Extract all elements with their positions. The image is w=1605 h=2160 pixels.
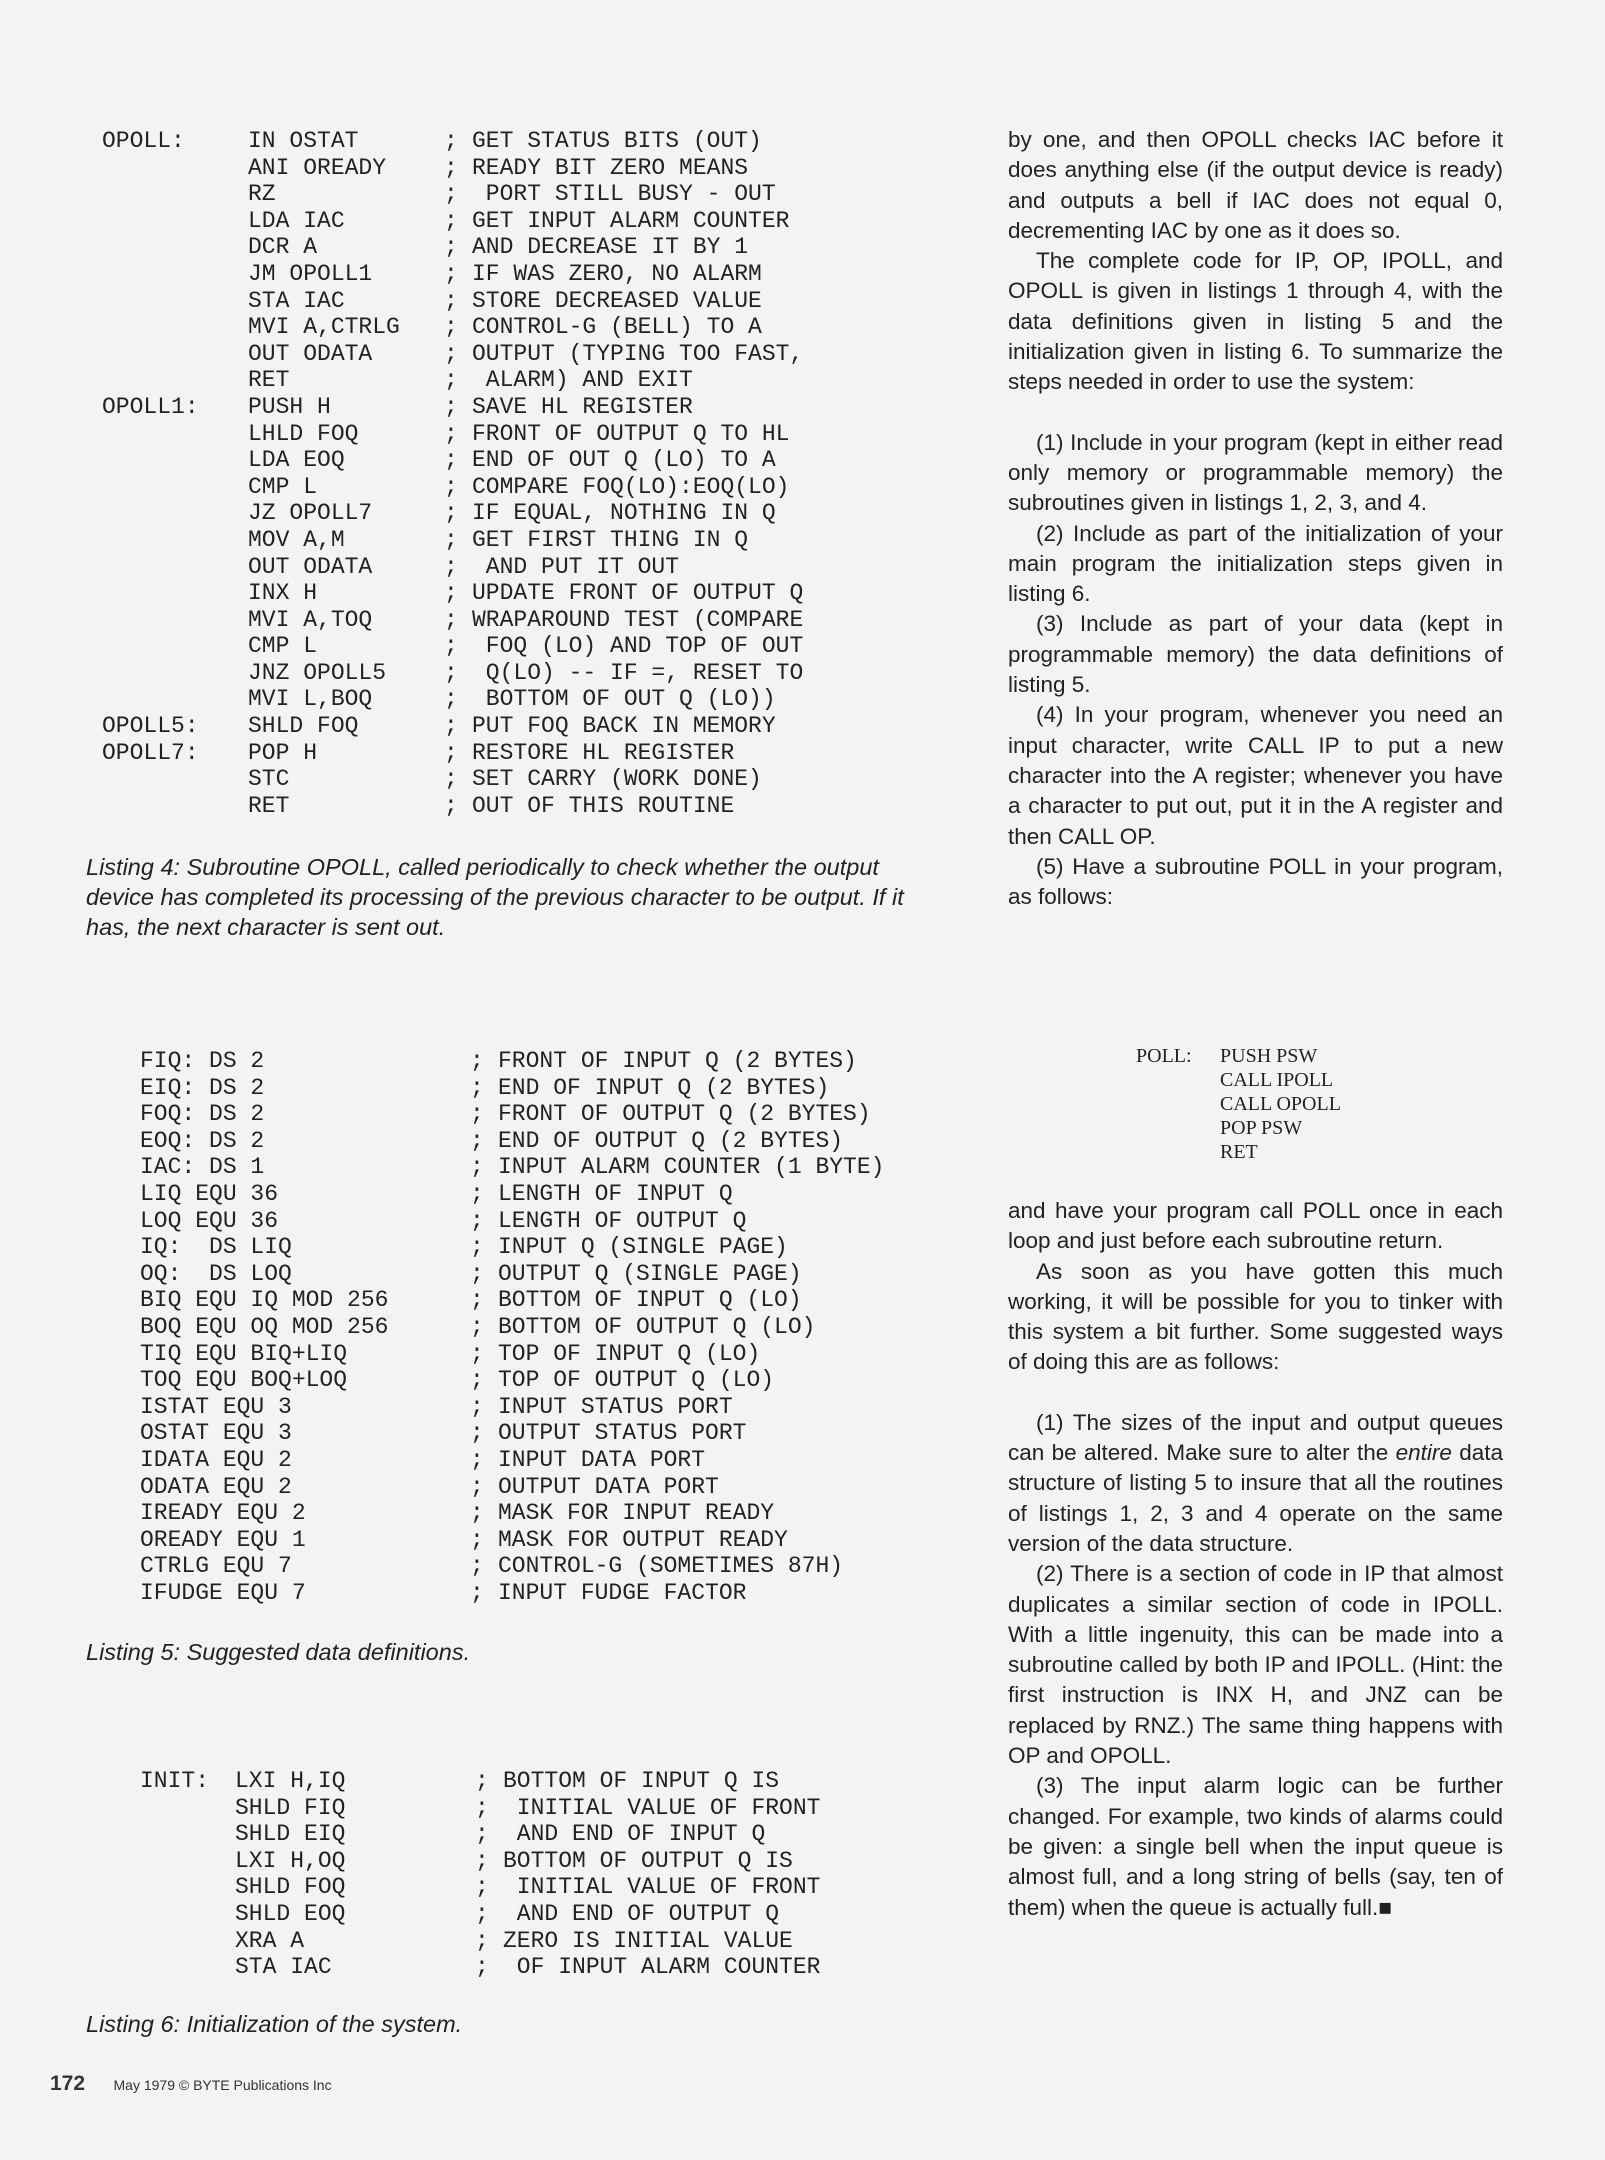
code-comment: WRAPAROUND TEST (COMPARE xyxy=(472,606,804,633)
code-instruction: SHLD EOQ xyxy=(235,1900,346,1927)
comment-separator: ; xyxy=(470,1420,484,1447)
comment-separator: ; xyxy=(470,1500,484,1527)
code-line xyxy=(140,1447,884,1474)
code-instruction: PUSH PSW xyxy=(1220,1045,1318,1067)
comment-separator: ; xyxy=(444,739,458,766)
code-line xyxy=(140,1874,820,1901)
code-instruction: JNZ OPOLL5 xyxy=(248,659,387,686)
comment-separator: ; xyxy=(470,1180,484,1207)
code-comment: INPUT STATUS PORT xyxy=(498,1393,733,1420)
code-line xyxy=(102,288,803,315)
comment-separator: ; xyxy=(444,500,458,527)
code-comment: GET FIRST THING IN Q xyxy=(472,526,749,553)
code-instruction: CALL OPOLL xyxy=(1220,1093,1341,1115)
code-line xyxy=(140,1928,820,1955)
code-line xyxy=(140,1314,884,1341)
code-line xyxy=(102,474,803,501)
comment-separator: ; xyxy=(470,1154,484,1181)
comment-separator: ; xyxy=(475,1821,489,1848)
code-comment: FOQ (LO) AND TOP OF OUT xyxy=(472,633,804,660)
tip-1: (1) The sizes of the input and output queues can be altered. Make sure to alter the entire data structure of listing 5 to insure that all the routines of listings 1, 2, 3 and 4 operate on the same version of the data structure. xyxy=(1008,1409,1503,1556)
code-instruction: TIQ EQU BIQ+LIQ xyxy=(140,1340,348,1367)
code-comment: TOP OF INPUT Q (LO) xyxy=(498,1340,761,1367)
comment-separator: ; xyxy=(470,1234,484,1261)
code-instruction: BIQ EQU IQ MOD 256 xyxy=(140,1287,389,1314)
code-instruction: ISTAT EQU 3 xyxy=(140,1393,292,1420)
code-line xyxy=(1136,1092,1341,1116)
step-2: (2) Include as part of the initialization of your main program the initialization steps given in listing 6. xyxy=(1008,520,1503,607)
code-comment: INPUT DATA PORT xyxy=(498,1446,706,1473)
paragraph: The complete code for IP, OP, IPOLL, and OPOLL is given in listings 1 through 4, with the data definitions given in listing 5 and the initialization given in listing 6. To summarize the steps needed in order to use the system: xyxy=(1008,248,1503,395)
code-line xyxy=(1136,1068,1341,1092)
comment-separator: ; xyxy=(470,1048,484,1074)
code-comment: AND PUT IT OUT xyxy=(472,553,680,580)
code-comment: OUTPUT (TYPING TOO FAST, xyxy=(472,340,804,367)
code-instruction: PUSH H xyxy=(248,393,331,420)
tip-2: (2) There is a section of code in IP that almost duplicates a similar section of code in IPOLL. With a little ingenuity, this can be made into a subroutine called by both IP and IPOLL. (Hint: the first instruction is INX H, and JNZ can be replaced by RNZ.) The same thing happens with OP and OPOLL. xyxy=(1008,1561,1503,1769)
code-line xyxy=(102,686,803,713)
code-instruction: RET xyxy=(248,367,290,394)
publication-line: May 1979 © BYTE Publications Inc xyxy=(113,2077,332,2093)
code-instruction: SHLD EIQ xyxy=(235,1821,346,1848)
code-line xyxy=(140,1553,884,1580)
code-instruction: IFUDGE EQU 7 xyxy=(140,1579,306,1606)
end-of-article-mark: ■ xyxy=(1378,1894,1392,1920)
listing-4-code xyxy=(102,128,803,819)
code-instruction: CTRLG EQU 7 xyxy=(140,1553,292,1580)
code-comment: BOTTOM OF INPUT Q IS xyxy=(503,1768,780,1794)
comment-separator: ; xyxy=(444,447,458,474)
code-comment: FRONT OF OUTPUT Q TO HL xyxy=(472,420,790,447)
code-line xyxy=(102,128,803,155)
code-instruction: INX H xyxy=(248,580,318,607)
comment-separator: ; xyxy=(444,420,458,447)
comment-separator: ; xyxy=(475,1794,489,1821)
code-comment: OUTPUT DATA PORT xyxy=(498,1473,719,1500)
code-instruction: IREADY EQU 2 xyxy=(140,1500,306,1527)
code-line xyxy=(102,580,803,607)
code-line xyxy=(140,1075,884,1102)
code-line xyxy=(1136,1044,1341,1068)
comment-separator: ; xyxy=(470,1101,484,1128)
code-line xyxy=(102,155,803,182)
comment-separator: ; xyxy=(470,1260,484,1287)
comment-separator: ; xyxy=(444,340,458,367)
code-line xyxy=(102,633,803,660)
code-line xyxy=(102,713,803,740)
comment-separator: ; xyxy=(444,154,458,181)
code-instruction: OUT ODATA xyxy=(248,340,373,367)
comment-separator: ; xyxy=(444,207,458,234)
code-instruction: LHLD FOQ xyxy=(248,420,359,447)
paragraph: As soon as you have gotten this much working, it will be possible for you to tinker with this system a bit further. Some suggested ways of doing this are as follows: xyxy=(1008,1258,1503,1375)
code-comment: OUT OF THIS ROUTINE xyxy=(472,792,735,819)
paragraph: and have your program call POLL once in each loop and just before each subroutine return. xyxy=(1008,1198,1503,1254)
code-line xyxy=(102,314,803,341)
code-line xyxy=(140,1580,884,1607)
code-instruction: BOQ EQU OQ MOD 256 xyxy=(140,1313,389,1340)
code-line xyxy=(140,1341,884,1368)
code-comment: END OF OUTPUT Q (2 BYTES) xyxy=(498,1127,844,1154)
comment-separator: ; xyxy=(444,766,458,793)
code-line xyxy=(102,181,803,208)
comment-separator: ; xyxy=(444,713,458,740)
comment-separator: ; xyxy=(444,633,458,660)
step-3: (3) Include as part of your data (kept in programmable memory) the data definitions of listing 5. xyxy=(1008,611,1503,698)
code-comment: OUTPUT Q (SINGLE PAGE) xyxy=(498,1260,802,1287)
comment-separator: ; xyxy=(444,260,458,287)
code-comment: INITIAL VALUE OF FRONT xyxy=(503,1874,821,1901)
comment-separator: ; xyxy=(444,473,458,500)
code-line xyxy=(102,208,803,235)
code-instruction: XRA A xyxy=(235,1927,305,1954)
comment-separator: ; xyxy=(475,1874,489,1901)
code-instruction: SHLD FIQ xyxy=(235,1794,346,1821)
code-instruction: JM OPOLL1 xyxy=(248,260,373,287)
code-comment: SET CARRY (WORK DONE) xyxy=(472,766,762,793)
code-comment: READY BIT ZERO MEANS xyxy=(472,154,749,181)
comment-separator: ; xyxy=(470,1526,484,1553)
code-line xyxy=(102,367,803,394)
code-line xyxy=(140,1901,820,1928)
code-instruction: STC xyxy=(248,766,290,793)
code-instruction: IN OSTAT xyxy=(248,128,359,154)
code-instruction: MOV A,M xyxy=(248,526,345,553)
page-footer xyxy=(50,2072,332,2096)
code-line xyxy=(102,261,803,288)
code-comment: OUTPUT STATUS PORT xyxy=(498,1420,747,1447)
code-line xyxy=(140,1394,884,1421)
code-line xyxy=(102,394,803,421)
comment-separator: ; xyxy=(470,1446,484,1473)
code-line xyxy=(140,1474,884,1501)
code-instruction: FIQ: DS 2 xyxy=(140,1048,265,1074)
paragraph: by one, and then OPOLL checks IAC before it does anything else (if the output device is ready) and outputs a bell if IAC does not equal 0, decrementing IAC by one as it does so. xyxy=(1008,127,1503,243)
step-5: (5) Have a subroutine POLL in your program, as follows: xyxy=(1008,853,1503,910)
right-column-top xyxy=(1008,125,1503,912)
page-number: 172 xyxy=(50,2072,86,2095)
code-instruction: MVI L,BOQ xyxy=(248,686,373,713)
code-line xyxy=(140,1234,884,1261)
code-line xyxy=(140,1795,820,1822)
code-instruction: TOQ EQU BOQ+LOQ xyxy=(140,1367,348,1394)
code-comment: COMPARE FOQ(LO):EOQ(LO) xyxy=(472,473,790,500)
code-line xyxy=(140,1500,884,1527)
code-comment: BOTTOM OF OUT Q (LO)) xyxy=(472,686,776,713)
code-comment: LENGTH OF OUTPUT Q xyxy=(498,1207,747,1234)
comment-separator: ; xyxy=(444,367,458,394)
comment-separator: ; xyxy=(444,606,458,633)
code-comment: FRONT OF OUTPUT Q (2 BYTES) xyxy=(498,1101,871,1128)
comment-separator: ; xyxy=(444,686,458,713)
comment-separator: ; xyxy=(444,526,458,553)
listing-6-caption: Listing 6: Initialization of the system. xyxy=(86,2011,463,2037)
code-comment: IF EQUAL, NOTHING IN Q xyxy=(472,500,776,527)
comment-separator: ; xyxy=(470,1127,484,1154)
comment-separator: ; xyxy=(475,1768,489,1794)
code-comment: INPUT FUDGE FACTOR xyxy=(498,1579,747,1606)
code-instruction: OSTAT EQU 3 xyxy=(140,1420,292,1447)
code-instruction: RET xyxy=(1220,1141,1258,1163)
code-instruction: STA IAC xyxy=(248,287,345,314)
code-instruction: OUT ODATA xyxy=(248,553,373,580)
code-comment: BOTTOM OF INPUT Q (LO) xyxy=(498,1287,802,1314)
code-comment: END OF OUT Q (LO) TO A xyxy=(472,447,776,474)
code-line xyxy=(140,1287,884,1314)
listing-5-code xyxy=(140,1048,884,1606)
comment-separator: ; xyxy=(470,1313,484,1340)
code-line xyxy=(102,341,803,368)
code-label: OPOLL7: xyxy=(102,739,199,766)
code-line xyxy=(102,421,803,448)
code-instruction: JZ OPOLL7 xyxy=(248,500,373,527)
comment-separator: ; xyxy=(444,234,458,261)
code-instruction: LOQ EQU 36 xyxy=(140,1207,279,1234)
code-comment: INITIAL VALUE OF FRONT xyxy=(503,1794,821,1821)
code-instruction: OQ: DS LOQ xyxy=(140,1260,292,1287)
code-line xyxy=(140,1821,820,1848)
code-comment: END OF INPUT Q (2 BYTES) xyxy=(498,1074,830,1101)
code-line xyxy=(102,607,803,634)
comment-separator: ; xyxy=(470,1367,484,1394)
code-instruction: IDATA EQU 2 xyxy=(140,1446,292,1473)
listing-6-code xyxy=(140,1768,820,1981)
code-instruction: LXI H,IQ xyxy=(235,1768,346,1794)
step-1: (1) Include in your program (kept in either read only memory or programmable memory) the subroutines given in listings 1, 2, 3, and 4. xyxy=(1008,429,1503,516)
code-line xyxy=(140,1848,820,1875)
comment-separator: ; xyxy=(470,1074,484,1101)
code-instruction: LIQ EQU 36 xyxy=(140,1180,279,1207)
comment-separator: ; xyxy=(444,792,458,819)
code-line xyxy=(102,766,803,793)
code-instruction: FOQ: DS 2 xyxy=(140,1101,265,1128)
code-comment: BOTTOM OF OUTPUT Q IS xyxy=(503,1847,793,1874)
code-comment: TOP OF OUTPUT Q (LO) xyxy=(498,1367,775,1394)
code-line xyxy=(140,1181,884,1208)
comment-separator: ; xyxy=(470,1393,484,1420)
code-line xyxy=(102,527,803,554)
code-instruction: POP PSW xyxy=(1220,1117,1303,1139)
code-line xyxy=(102,447,803,474)
code-line xyxy=(102,554,803,581)
code-comment: STORE DECREASED VALUE xyxy=(472,287,762,314)
poll-subroutine-code xyxy=(1136,1044,1341,1164)
code-comment: OF INPUT ALARM COUNTER xyxy=(503,1954,821,1981)
code-instruction: MVI A,TOQ xyxy=(248,606,373,633)
code-line xyxy=(140,1768,820,1795)
code-comment: SAVE HL REGISTER xyxy=(472,393,693,420)
comment-separator: ; xyxy=(475,1900,489,1927)
comment-separator: ; xyxy=(444,659,458,686)
code-comment: AND END OF OUTPUT Q xyxy=(503,1900,780,1927)
comment-separator: ; xyxy=(444,181,458,208)
code-line xyxy=(140,1208,884,1235)
code-comment: CONTROL-G (BELL) TO A xyxy=(472,314,762,341)
code-comment: PORT STILL BUSY - OUT xyxy=(472,181,776,208)
code-comment: RESTORE HL REGISTER xyxy=(472,739,735,766)
comment-separator: ; xyxy=(470,1207,484,1234)
code-comment: AND END OF INPUT Q xyxy=(503,1821,766,1848)
comment-separator: ; xyxy=(444,393,458,420)
emphasis: entire xyxy=(1395,1440,1452,1466)
code-comment: INPUT Q (SINGLE PAGE) xyxy=(498,1234,788,1261)
comment-separator: ; xyxy=(470,1473,484,1500)
code-instruction: CMP L xyxy=(248,633,318,660)
code-instruction: LXI H,OQ xyxy=(235,1847,346,1874)
code-instruction: DCR A xyxy=(248,234,318,261)
code-instruction: RET xyxy=(248,792,290,819)
code-line xyxy=(140,1101,884,1128)
code-instruction: EIQ: DS 2 xyxy=(140,1074,265,1101)
code-comment: AND DECREASE IT BY 1 xyxy=(472,234,749,261)
code-comment: GET INPUT ALARM COUNTER xyxy=(472,207,790,234)
comment-separator: ; xyxy=(475,1954,489,1981)
code-line xyxy=(1136,1116,1341,1140)
code-line xyxy=(102,740,803,767)
code-comment: PUT FOQ BACK IN MEMORY xyxy=(472,713,776,740)
code-line xyxy=(1136,1140,1341,1164)
code-label: POLL: xyxy=(1136,1045,1192,1067)
tip-3: (3) The input alarm logic can be further changed. For example, two kinds of alarms could be given: a single bell when the input queue is almost full, and a long string of bells (say, ten of them) when the queue is actually full.■ xyxy=(1008,1773,1503,1920)
comment-separator: ; xyxy=(470,1579,484,1606)
code-instruction: RZ xyxy=(248,181,276,208)
code-instruction: CMP L xyxy=(248,473,318,500)
code-comment: Q(LO) -- IF =, RESET TO xyxy=(472,659,804,686)
code-instruction: CALL IPOLL xyxy=(1220,1069,1334,1091)
code-instruction: MVI A,CTRLG xyxy=(248,314,400,341)
code-comment: GET STATUS BITS (OUT) xyxy=(472,128,762,154)
code-line xyxy=(140,1954,820,1981)
code-comment: BOTTOM OF OUTPUT Q (LO) xyxy=(498,1313,816,1340)
code-line xyxy=(140,1420,884,1447)
code-comment: LENGTH OF INPUT Q xyxy=(498,1180,733,1207)
code-comment: ZERO IS INITIAL VALUE xyxy=(503,1927,793,1954)
code-instruction: EOQ: DS 2 xyxy=(140,1127,265,1154)
comment-separator: ; xyxy=(444,128,458,154)
right-column-bottom xyxy=(1008,1196,1503,1923)
code-line xyxy=(102,234,803,261)
code-line xyxy=(102,500,803,527)
code-label: OPOLL5: xyxy=(102,713,199,740)
code-instruction: IAC: DS 1 xyxy=(140,1154,265,1181)
comment-separator: ; xyxy=(470,1287,484,1314)
code-comment: ALARM) AND EXIT xyxy=(472,367,693,394)
comment-separator: ; xyxy=(444,314,458,341)
code-instruction: ANI OREADY xyxy=(248,154,387,181)
code-line xyxy=(102,660,803,687)
comment-separator: ; xyxy=(475,1847,489,1874)
code-line xyxy=(140,1048,884,1075)
comment-separator: ; xyxy=(470,1340,484,1367)
code-comment: MASK FOR INPUT READY xyxy=(498,1500,775,1527)
code-instruction: LDA IAC xyxy=(248,207,345,234)
code-instruction: ODATA EQU 2 xyxy=(140,1473,292,1500)
code-line xyxy=(140,1261,884,1288)
code-line xyxy=(102,793,803,820)
code-comment: FRONT OF INPUT Q (2 BYTES) xyxy=(498,1048,857,1074)
code-comment: CONTROL-G (SOMETIMES 87H) xyxy=(498,1553,844,1580)
code-instruction: SHLD FOQ xyxy=(248,713,359,740)
code-comment: INPUT ALARM COUNTER (1 BYTE) xyxy=(498,1154,885,1181)
code-line xyxy=(140,1527,884,1554)
listing-5-caption: Listing 5: Suggested data definitions. xyxy=(86,1639,471,1665)
comment-separator: ; xyxy=(475,1927,489,1954)
code-instruction: POP H xyxy=(248,739,318,766)
code-line xyxy=(140,1367,884,1394)
listing-4-caption: Listing 4: Subroutine OPOLL, called periodically to check whether the output device has completed its processing of the previous character to be output. If it has, the next character is sent out. xyxy=(86,854,904,940)
comment-separator: ; xyxy=(444,580,458,607)
step-4: (4) In your program, whenever you need an input character, write CALL IP to put a new character into the A register; whenever you have a character to put out, put it in the A register and then CALL OP. xyxy=(1008,702,1503,849)
comment-separator: ; xyxy=(444,553,458,580)
code-label: OPOLL1: xyxy=(102,393,199,420)
code-label: OPOLL: xyxy=(102,128,185,154)
code-comment: UPDATE FRONT OF OUTPUT Q xyxy=(472,580,804,607)
code-instruction: LDA EOQ xyxy=(248,447,345,474)
code-line xyxy=(140,1154,884,1181)
code-instruction: OREADY EQU 1 xyxy=(140,1526,306,1553)
code-line xyxy=(140,1128,884,1155)
code-instruction: SHLD FOQ xyxy=(235,1874,346,1901)
code-instruction: STA IAC xyxy=(235,1954,332,1981)
code-label: INIT: xyxy=(140,1768,210,1794)
code-comment: IF WAS ZERO, NO ALARM xyxy=(472,260,762,287)
comment-separator: ; xyxy=(470,1553,484,1580)
code-instruction: IQ: DS LIQ xyxy=(140,1234,292,1261)
code-comment: MASK FOR OUTPUT READY xyxy=(498,1526,788,1553)
comment-separator: ; xyxy=(444,287,458,314)
